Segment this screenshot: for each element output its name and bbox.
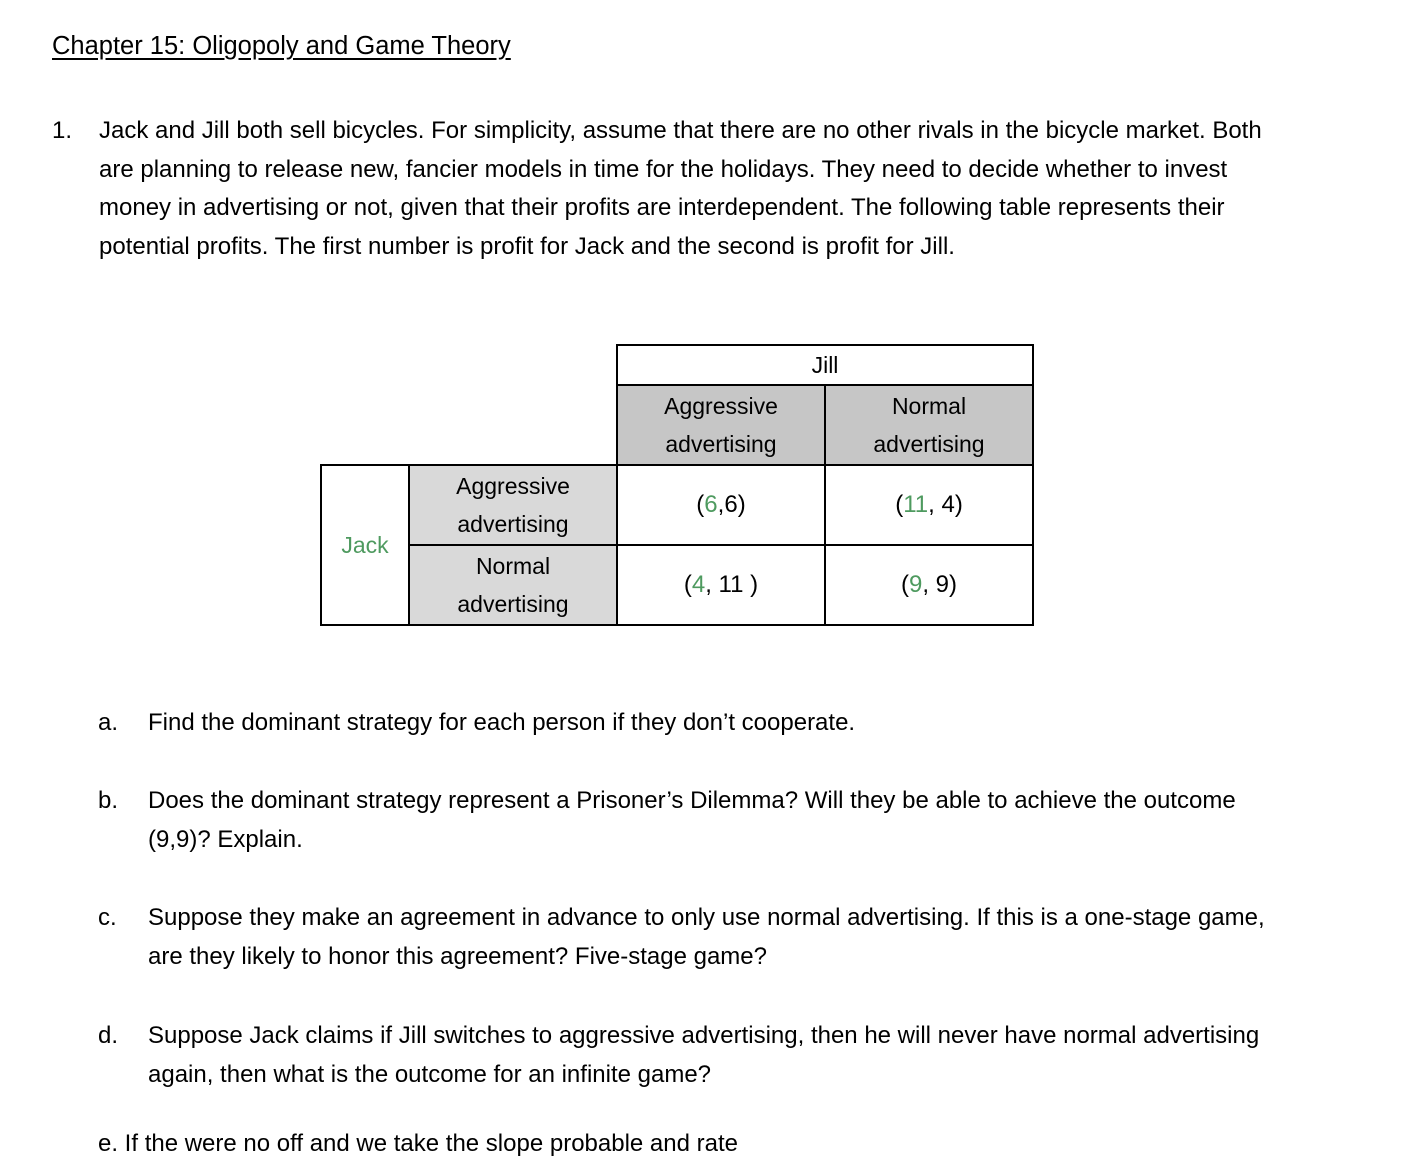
matrix-row-header-1-line2: advertising [457,591,569,617]
matrix-cell-0-1-second: 4 [941,491,955,518]
clipped-bottom-text: e. If the were no off and we take the slope probable and rate [98,1130,738,1157]
matrix-col-header-0 [617,385,825,465]
matrix-cell-0-0-close: ) [737,491,746,518]
matrix-corner-blank [321,345,409,385]
matrix-cell-0-0-first: 6 [704,491,718,518]
table-row [321,465,1033,545]
matrix-cell-1-1-open: ( [900,571,909,598]
matrix-column-player-label: Jill [617,345,1033,385]
matrix-row-header-0 [409,465,617,545]
subquestion-b-letter: b. [98,787,119,814]
subquestion-c-text: Suppose they make an agreement in advance to only use normal advertising. If this is a one-stage game, are they likely to honor this agreement? Five-stage game? [148,904,1265,970]
matrix-cell-1-1-first: 9 [908,571,923,598]
matrix-cell-1-1-close: ) [949,571,958,598]
matrix-col-header-1-line1: Normal [891,393,967,419]
subquestion-d [98,1017,1298,1094]
question-text: Jack and Jill both sell bicycles. For simplicity, assume that there are no other rivals in the bicycle market. Both are planning to release new, fancier models in time for the holidays. They need to decide whether to invest money in advertising or not, given that their profits are interdependent. The following table represents their potential profits. The first number is profit for Jack and the second is profit for Jill. [99,117,1262,260]
matrix-col-header-0-line2: advertising [665,431,777,457]
table-row [321,545,1033,625]
matrix-cell-0-0-open: ( [696,491,705,518]
question-number: 1. [52,117,73,144]
matrix-cell-1-0 [617,545,825,625]
matrix-row-header-0-line1: Aggressive [456,473,570,499]
matrix-cell-1-0-mid: , [705,571,719,598]
matrix-cell-1-0-close: ) [750,571,759,598]
matrix-col-header-1 [825,385,1033,465]
matrix-row-header-1 [409,545,617,625]
matrix-header-row [321,345,1033,385]
matrix-cell-1-0-open: ( [683,571,692,598]
subquestion-a-text: Find the dominant strategy for each person if they don’t cooperate. [148,709,856,736]
subquestion-b-text: Does the dominant strategy represent a Prisoner’s Dilemma? Will they be able to achieve the outcome (9,9)? Explain. [148,787,1236,853]
matrix-cell-0-0 [617,465,825,545]
matrix-cell-0-1-first: 11 [903,491,929,518]
subquestion-a-letter: a. [98,709,119,736]
matrix-cell-1-1-mid: , [922,571,936,598]
subquestion-c-letter: c. [98,904,117,931]
matrix-corner-blank-2 [409,345,617,385]
matrix-cell-1-1 [825,545,1033,625]
matrix-row-header-0-line2: advertising [457,511,569,537]
subquestion-a [98,704,1298,743]
matrix-cell-1-0-first: 4 [691,571,706,598]
subquestion-d-letter: d. [98,1022,119,1049]
matrix-col-header-1-line2: advertising [873,431,985,457]
matrix-col-header-0-line1: Aggressive [664,393,778,419]
matrix-cell-0-1-mid: , [928,491,942,518]
subquestion-c [98,899,1298,976]
matrix-corner-blank-4 [409,385,617,465]
matrix-cell-0-1 [825,465,1033,545]
matrix-cell-1-1-second: 9 [935,571,950,598]
matrix-cell-0-1-open: ( [895,491,904,518]
matrix-cell-0-1-close: ) [954,491,963,518]
payoff-matrix [320,344,1034,626]
matrix-corner-blank-3 [321,385,409,465]
matrix-cell-0-0-mid: , [717,491,725,518]
matrix-cell-0-0-second: 6 [724,491,738,518]
matrix-cell-1-0-second: 11 [718,571,751,598]
matrix-row-player-label: Jack [321,465,409,625]
page-title: Chapter 15: Oligopoly and Game Theory [52,32,511,60]
matrix-column-headers-row [321,385,1033,465]
subquestion-b [98,782,1298,859]
question-1 [52,112,1297,266]
matrix-row-header-1-line1: Normal [475,553,551,579]
subquestion-d-text: Suppose Jack claims if Jill switches to aggressive advertising, then he will never have normal advertising again, then what is the outcome for an infinite game? [148,1022,1260,1088]
